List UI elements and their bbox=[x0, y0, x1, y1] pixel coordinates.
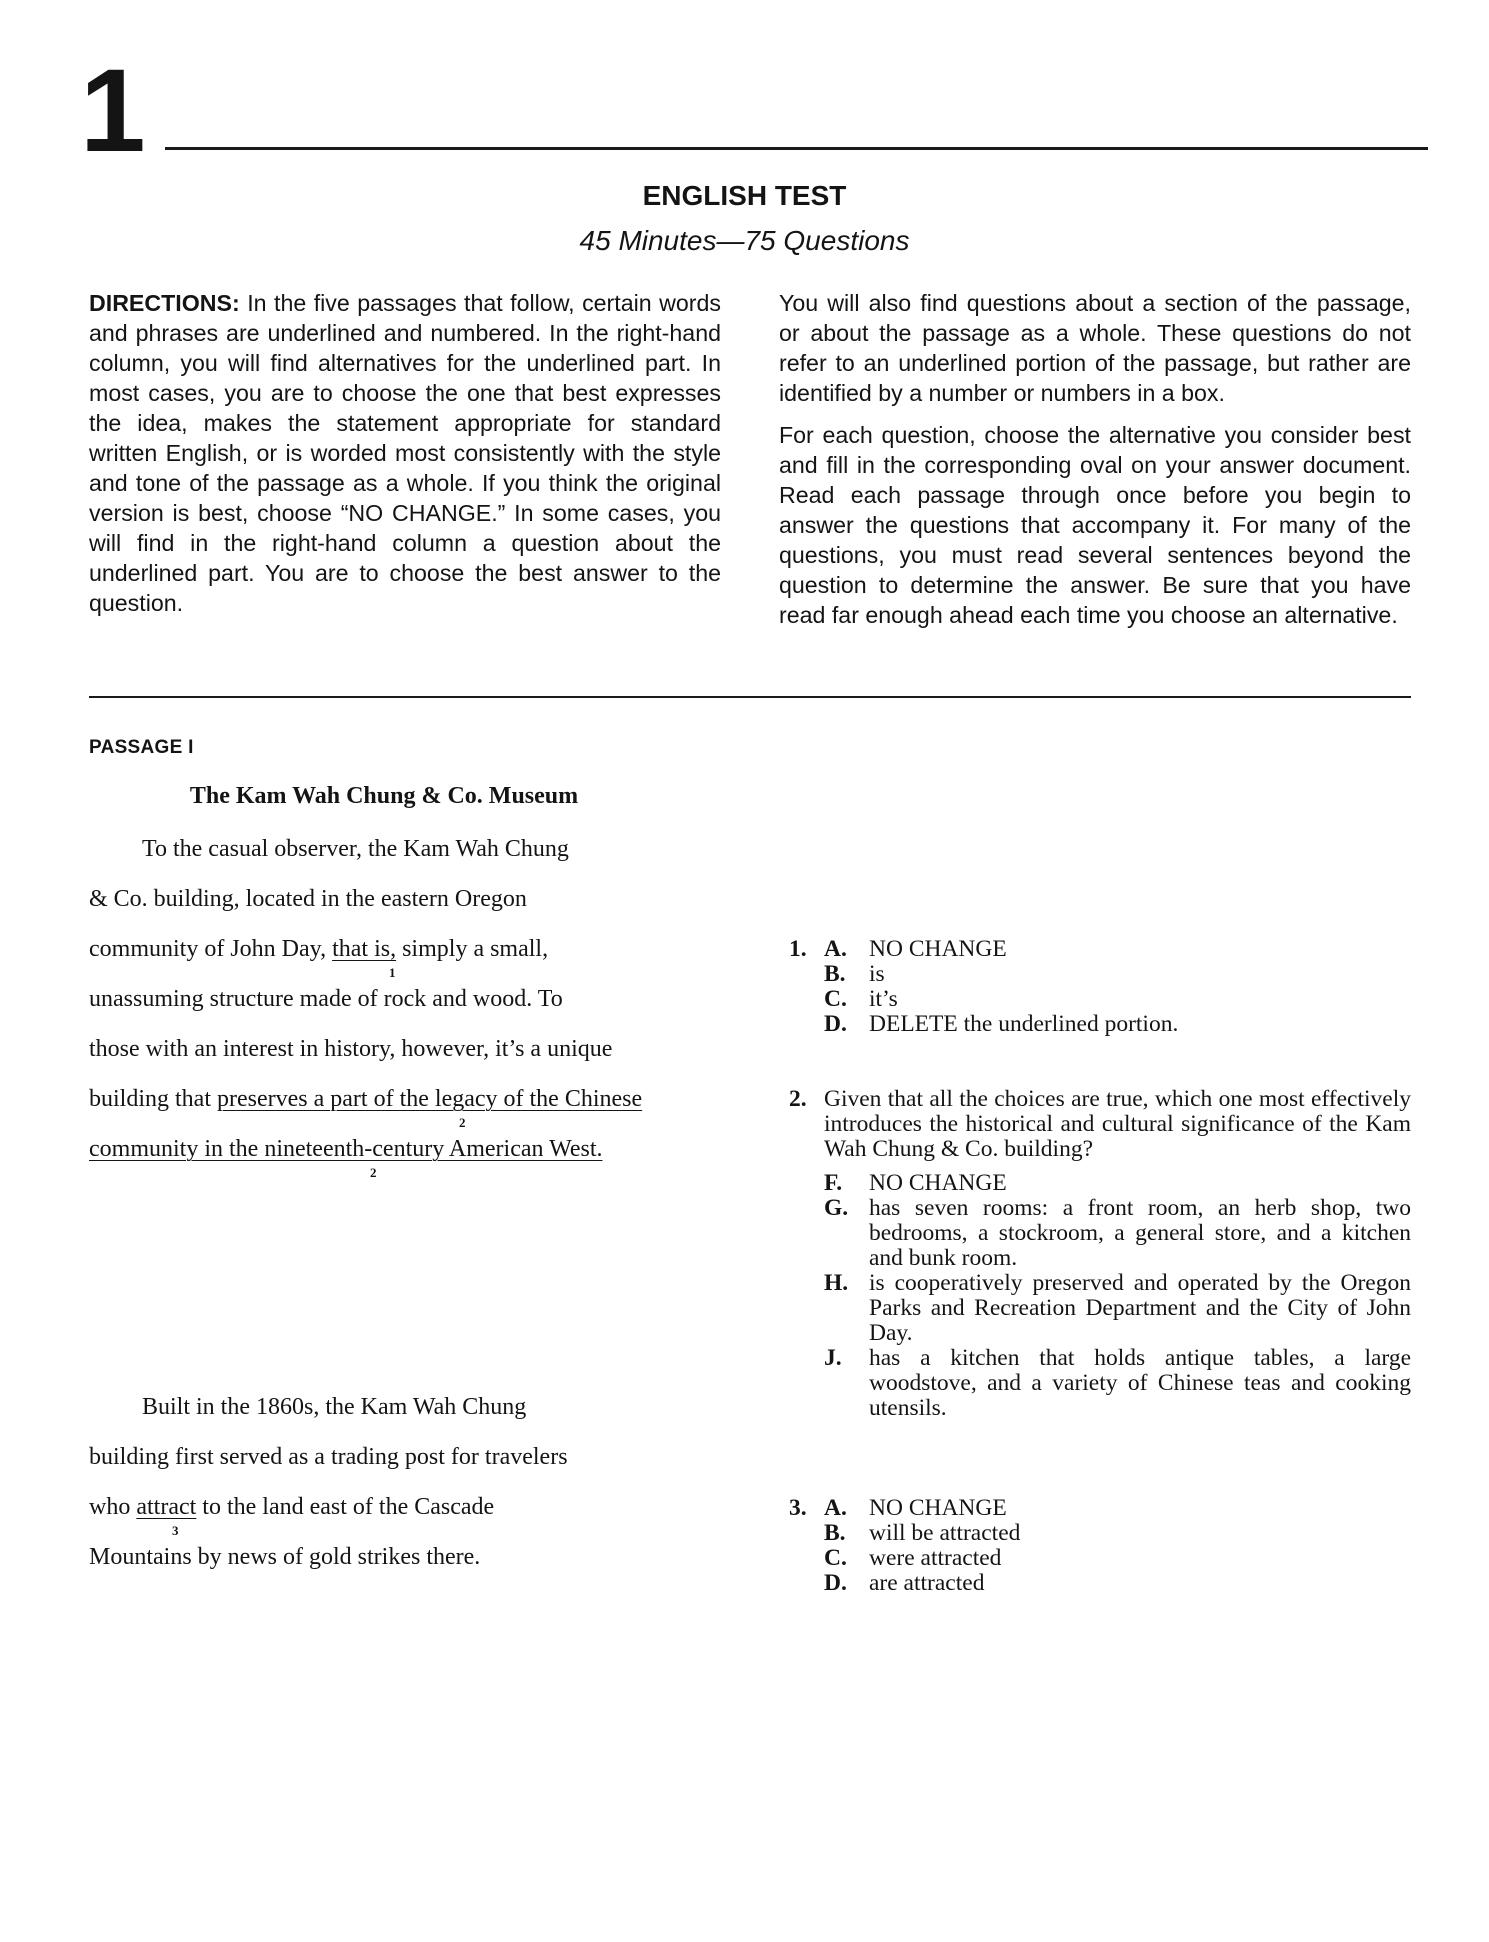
directions-label: DIRECTIONS: bbox=[89, 290, 240, 316]
passage-line: unassuming structure made of rock and wood. To bbox=[89, 986, 563, 1012]
option-text: NO CHANGE bbox=[869, 936, 1007, 962]
question-1 bbox=[789, 937, 1411, 1047]
passage-line: building first served as a trading post for travelers bbox=[89, 1444, 568, 1470]
option-text: has a kitchen that holds antique tables, a large woodstove, and a variety of Chinese teas and cooking utensils. bbox=[869, 1345, 1411, 1421]
passage-text: community of John Day, bbox=[89, 936, 333, 962]
option-text: has seven rooms: a front room, an herb shop, two bedrooms, a stockroom, a general store, and a kitchen and bunk room. bbox=[869, 1195, 1411, 1271]
option-letter: C. bbox=[824, 1545, 847, 1571]
directions-text: In the five passages that follow, certain words and phrases are underlined and numbered. In the right-hand column, you will find alternatives for the underlined part. In most cases, you are to choose the one that best expresses the idea, makes the statement appropriate for standard written English, or is worded most consistently with the style and tone of the passage as a whole. If you think the original version is best, choose “NO CHANGE.” In some cases, you will find in the right-hand column a question about the underlined part. You are to choose the best answer to the question. bbox=[89, 290, 721, 616]
option-text: DELETE the underlined portion. bbox=[869, 1011, 1179, 1037]
option-text: NO CHANGE bbox=[869, 1170, 1007, 1196]
directions-paragraph: You will also find questions about a section of the passage, or about the passage as a whole. These questions do not refer to an underlined portion of the passage, but rather are identified by a number or numbers in a box. bbox=[779, 290, 1411, 406]
option-letter: F. bbox=[824, 1170, 843, 1196]
option-letter: D. bbox=[824, 1011, 847, 1037]
passage-text: who bbox=[89, 1494, 137, 1520]
option-text: will be attracted bbox=[869, 1520, 1021, 1546]
option-letter: A. bbox=[824, 936, 847, 962]
underline-number: 2 bbox=[370, 1165, 377, 1180]
passage-line bbox=[89, 1136, 602, 1163]
directions-right-column bbox=[779, 288, 1411, 642]
section-divider bbox=[89, 696, 1411, 698]
page-title: ENGLISH TEST bbox=[642, 180, 847, 211]
option-letter: B. bbox=[824, 961, 846, 987]
underline-number: 3 bbox=[172, 1523, 179, 1538]
passage-line: Built in the 1860s, the Kam Wah Chung bbox=[142, 1394, 527, 1420]
option-text: is bbox=[869, 961, 885, 987]
directions-left-column bbox=[89, 288, 721, 630]
option-letter: A. bbox=[824, 1495, 847, 1521]
passage-text: building that bbox=[89, 1086, 217, 1112]
question-number: 2. bbox=[789, 1086, 807, 1112]
passage-title: The Kam Wah Chung & Co. Museum bbox=[189, 783, 579, 809]
passage-line: those with an interest in history, however, it’s a unique bbox=[89, 1036, 613, 1062]
passage-text: simply a small, bbox=[396, 936, 549, 962]
option-text: are attracted bbox=[869, 1570, 985, 1596]
passage-line bbox=[89, 936, 548, 963]
option-letter: J. bbox=[824, 1345, 842, 1371]
passage-line: Mountains by news of gold strikes there. bbox=[89, 1544, 481, 1570]
passage-line: To the casual observer, the Kam Wah Chung bbox=[142, 836, 569, 862]
passage-line bbox=[89, 1086, 642, 1113]
underline-number: 2 bbox=[459, 1115, 466, 1130]
section-number: 1 bbox=[80, 45, 144, 177]
option-text: it’s bbox=[869, 986, 898, 1012]
passage-text: to the land east of the Cascade bbox=[196, 1494, 495, 1520]
question-stem: Given that all the choices are true, which one most effectively introduces the historical and cultural significance of the Kam Wah Chung & Co. building? bbox=[824, 1086, 1411, 1162]
underlined-portion-1[interactable]: that is, bbox=[332, 936, 397, 962]
header-rule bbox=[165, 147, 1428, 150]
question-3 bbox=[789, 1496, 1411, 1606]
directions-paragraph bbox=[89, 288, 721, 618]
question-number: 3. bbox=[789, 1495, 807, 1521]
option-letter: C. bbox=[824, 986, 847, 1012]
passage-line bbox=[89, 1494, 494, 1521]
option-text: is cooperatively preserved and operated by the Oregon Parks and Recreation Department and the City of John Day. bbox=[869, 1270, 1411, 1346]
question-2 bbox=[789, 1087, 1411, 1427]
option-letter: B. bbox=[824, 1520, 846, 1546]
passage-label: PASSAGE I bbox=[89, 737, 194, 758]
option-letter: H. bbox=[824, 1270, 849, 1296]
underlined-portion-2[interactable]: preserves a part of the legacy of the Chinese bbox=[217, 1086, 643, 1112]
option-text: were attracted bbox=[869, 1545, 1002, 1571]
option-letter: D. bbox=[824, 1570, 847, 1596]
question-number: 1. bbox=[789, 936, 807, 962]
option-text: NO CHANGE bbox=[869, 1495, 1007, 1521]
underlined-portion-2[interactable]: community in the nineteenth-century American West. bbox=[89, 1136, 603, 1162]
underlined-portion-3[interactable]: attract bbox=[136, 1494, 197, 1520]
underline-number: 1 bbox=[389, 965, 396, 980]
option-letter: G. bbox=[824, 1195, 849, 1221]
passage-line: & Co. building, located in the eastern Oregon bbox=[89, 886, 527, 912]
page-subtitle: 45 Minutes—75 Questions bbox=[579, 225, 910, 256]
directions-paragraph: For each question, choose the alternative you consider best and fill in the corresponding oval on your answer document. Read each passage through once before you begin to answer the questions that accompany it. For many of the questions, you must read several sentences beyond the question to determine the answer. Be sure that you have read far enough ahead each time you choose an alternative. bbox=[779, 422, 1411, 628]
